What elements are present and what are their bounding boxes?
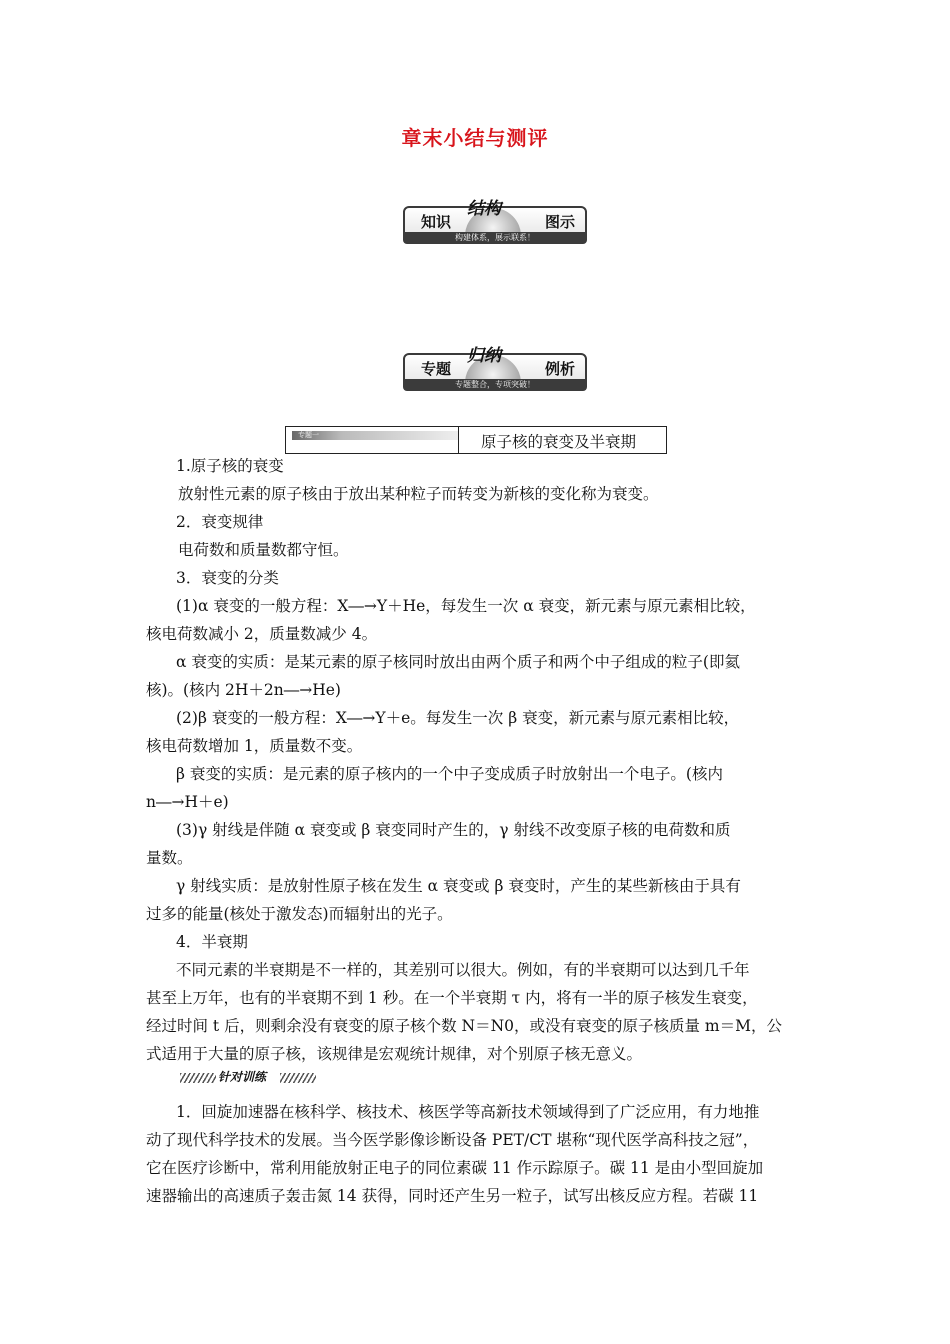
body-line: 过多的能量(核处于激发态)而辐射出的光子。 [146,905,453,923]
question-line: 1．回旋加速器在核科学、核技术、核医学等高新技术领域得到了广泛应用，有力地推 [176,1103,760,1121]
body-line: 1.原子核的衰变 [176,457,284,475]
body-line: 电荷数和质量数都守恒。 [178,541,349,559]
body-line: α 衰变的实质：是某元素的原子核同时放出由两个质子和两个中子组成的粒子(即氦 [176,653,740,671]
body-line: 不同元素的半衰期是不一样的，其差别可以很大。例如，有的半衰期可以达到几千年 [176,961,750,979]
banner-right-text: 图示 [544,213,575,231]
body-line: 核)。(核内 2H＋2n―→He) [146,681,341,699]
banner-mid-text: 归纳 [467,346,501,366]
banner-subtitle: 构建体系，展示联系！ [403,232,587,244]
banner-right-text: 例析 [544,360,575,378]
drill-section-header [180,1070,320,1086]
banner-left-text: 知识 [421,213,452,231]
topic-name: 原子核的衰变及半衰期 [481,433,637,451]
question-line: 速器输出的高速质子轰击氮 14 获得，同时还产生另一粒子，试写出核反应方程。若碳 11 [146,1187,759,1205]
body-line: n―→H＋e) [146,793,229,811]
body-line: 甚至上万年，也有的半衰期不到 1 秒。在一个半衰期 τ 内，将有一半的原子核发生衰变， [146,989,758,1007]
body-line: 4．半衰期 [176,933,248,951]
body-line: 核电荷数增加 1，质量数不变。 [146,737,363,755]
topic-header-box [285,426,667,454]
body-line: β 衰变的实质：是元素的原子核内的一个中子变成质子时放射出一个电子。(核内 [176,765,723,783]
body-line: 放射性元素的原子核由于放出某种粒子而转变为新核的变化称为衰变。 [178,485,659,503]
knowledge-structure-banner [403,198,583,244]
question-line: 它在医疗诊断中，常利用能放射正电子的同位素碳 11 作示踪原子。碳 11 是由小型回旋加 [146,1159,764,1177]
banner-mid-text: 结构 [467,199,501,219]
page-title: 章末小结与测评 [401,126,549,150]
body-line: γ 射线实质：是放射性原子核在发生 α 衰变或 β 衰变时，产生的某些新核由于具有 [176,877,741,895]
topic-analysis-banner [403,345,583,391]
body-line: 核电荷数减小 2，质量数减少 4。 [146,625,378,643]
body-line: (1)α 衰变的一般方程：X―→Y＋He，每发生一次 α 衰变，新元素与原元素相比较， [176,597,756,615]
body-line: 3．衰变的分类 [176,569,279,587]
body-line: 2．衰变规律 [176,513,264,531]
body-line: 式适用于大量的原子核，该规律是宏观统计规律，对个别原子核无意义。 [146,1045,643,1063]
banner-subtitle: 专题整合，专项突破！ [403,379,587,391]
question-line: 动了现代科学技术的发展。当今医学影像诊断设备 PET/CT 堪称“现代医学高科技之冠”， [146,1131,759,1149]
topic-tag: 专题一 [292,431,458,440]
body-line: (2)β 衰变的一般方程：X―→Y＋e。每发生一次 β 衰变，新元素与原元素相比较， [176,709,740,727]
banner-left-text: 专题 [421,360,452,378]
body-line: 量数。 [146,849,193,867]
body-line: 经过时间 t 后，则剩余没有衰变的原子核个数 N＝N0，或没有衰变的原子核质量 m＝M，公 [146,1017,782,1035]
body-line: (3)γ 射线是伴随 α 衰变或 β 衰变同时产生的，γ 射线不改变原子核的电荷数和质 [176,821,731,839]
drill-label: 针对训练 [218,1070,267,1084]
